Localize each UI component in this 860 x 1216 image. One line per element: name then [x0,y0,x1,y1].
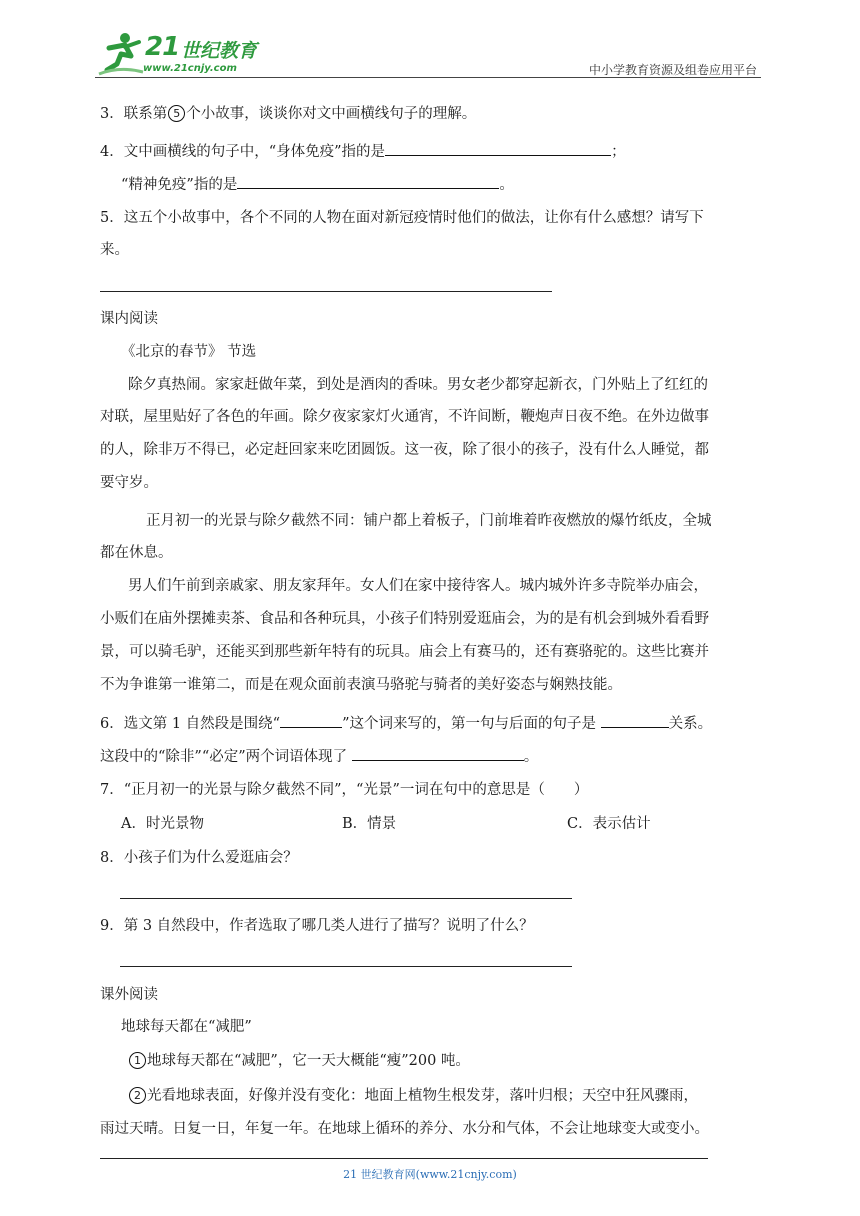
passage-1-p2-line: 正月初一的光景与除夕截然不同：铺户都上着板子，门前堆着昨夜燃放的爆竹纸皮，全城 [146,513,712,529]
answer-blank[interactable] [280,713,342,728]
passage-2-p1-text: 地球每天都在“减肥”，它一天大概能“瘦”200 吨。 [147,1053,470,1069]
passage-2-p1 [128,1051,470,1071]
choice-option-b[interactable]: B．情景 [342,816,397,832]
logo-text: 世纪教育 [181,40,258,62]
circled-number: 5 [168,105,185,122]
circled-number: 1 [129,1052,146,1069]
question-9: 9．第 3 自然段中，作者选取了哪几类人进行了描写？说明了什么？ [100,918,534,934]
choice-option-a[interactable]: A．时光景物 [121,816,204,832]
q6-text-c: 关系。 [668,716,713,732]
q6-text-d: 这段中的“除非”“必定”两个词语体现了 [100,749,348,765]
question-7: 7．“正月初一的光景与除夕截然不同”，“光景”一词在句中的意思是（ ） [100,782,589,798]
passage-2-p2-line: 雨过天晴。日复一日，年复一年。在地球上循环的养分、水分和气体，不会让地球变大或变小。 [100,1121,709,1137]
passage-1-title: 《北京的春节》 节选 [121,344,257,360]
header-tagline: 中小学教育资源及组卷应用平台 [588,63,757,77]
passage-1-p1-line: 的人，除非万不得已，必定赶回家来吃团圆饭。这一夜，除了很小的孩子，没有什么人睡觉，都 [100,442,709,458]
q3-text-a: 3．联系第 [100,106,168,122]
answer-blank[interactable] [385,141,611,156]
answer-line[interactable] [120,898,572,899]
q4-text-2: “精神免疫”指的是 [121,177,238,193]
q6-text-e: 。 [523,749,539,765]
answer-line[interactable] [120,966,572,967]
page-header [95,30,761,78]
footer-rule [100,1158,708,1159]
passage-1-p3-line: 小贩们在庙外摆摊卖茶、食品和各种玩具，小孩子们特别爱逛庙会，为的是有机会到城外看看野 [100,611,709,627]
q3-text-b: 个小故事，谈谈你对文中画横线句子的理解。 [186,106,477,122]
passage-1-p2-line: 都在休息。 [100,545,173,561]
passage-1-p1-line: 对联，屋里贴好了各色的年画。除夕夜家家灯火通宵，不许间断，鞭炮声日夜不绝。在外边做事 [100,409,709,425]
runner-logo-icon [95,30,145,76]
site-logo[interactable] [95,30,260,76]
q6-text-b: ”这个词来写的，第一句与后面的句子是 [342,716,597,732]
passage-1-p1-line: 要守岁。 [100,475,158,491]
question-6-cont [100,746,538,767]
passage-2-p2 [128,1086,698,1106]
q4-text: 4．文中画横线的句子中，“身体免疫”指的是 [100,144,386,160]
answer-blank[interactable] [601,713,669,728]
q4-end-2: 。 [499,177,514,193]
question-5-cont: 来。 [100,242,129,258]
passage-1-p3-line: 景，可以骑毛驴，还能买到那些新年特有的玩具。庙会上有赛马的，还有赛骆驼的。这些比赛并 [100,644,709,660]
q4-end: ； [611,144,626,160]
section-title-in-class-reading: 课内阅读 [100,311,158,327]
choice-option-c[interactable]: C．表示估计 [567,816,651,832]
passage-2-title: 地球每天都在“减肥” [121,1019,252,1035]
question-8: 8．小孩子们为什么爱逛庙会？ [100,850,298,866]
passage-1-p3-line: 男人们午前到亲戚家、朋友家拜年。女人们在家中接待客人。城内城外许多寺院举办庙会， [128,578,708,594]
answer-blank[interactable] [237,174,499,189]
logo-number: 21 [145,32,180,62]
logo-url: www.21cnjy.com [143,63,237,74]
question-6 [100,713,712,734]
footer-link[interactable]: 21 世纪教育网(www.21cnjy.com) [343,1168,517,1181]
q6-text-a: 6．选文第 1 自然段是围绕“ [100,716,281,732]
circled-number: 2 [129,1087,146,1104]
passage-2-p2-text: 光看地球表面，好像并没有变化：地面上植物生根发芽，落叶归根；天空中狂风骤雨， [147,1088,698,1104]
question-3 [100,104,476,124]
header-rule [95,77,761,78]
section-title-extra-reading: 课外阅读 [100,987,158,1003]
answer-line[interactable] [100,291,552,292]
answer-blank[interactable] [352,746,524,761]
question-5: 5．这五个小故事中，各个不同的人物在面对新冠疫情时他们的做法，让你有什么感想？请写下 [100,210,704,226]
passage-1-p1-line: 除夕真热闹。家家赶做年菜，到处是酒肉的香味。男女老少都穿起新衣，门外贴上了红红的 [128,377,708,393]
passage-1-p3-line: 不为争谁第一谁第二，而是在观众面前表演马骆驼与骑者的美好姿态与娴熟技能。 [100,677,622,693]
question-4 [100,141,626,162]
question-4-part-2 [121,174,514,195]
